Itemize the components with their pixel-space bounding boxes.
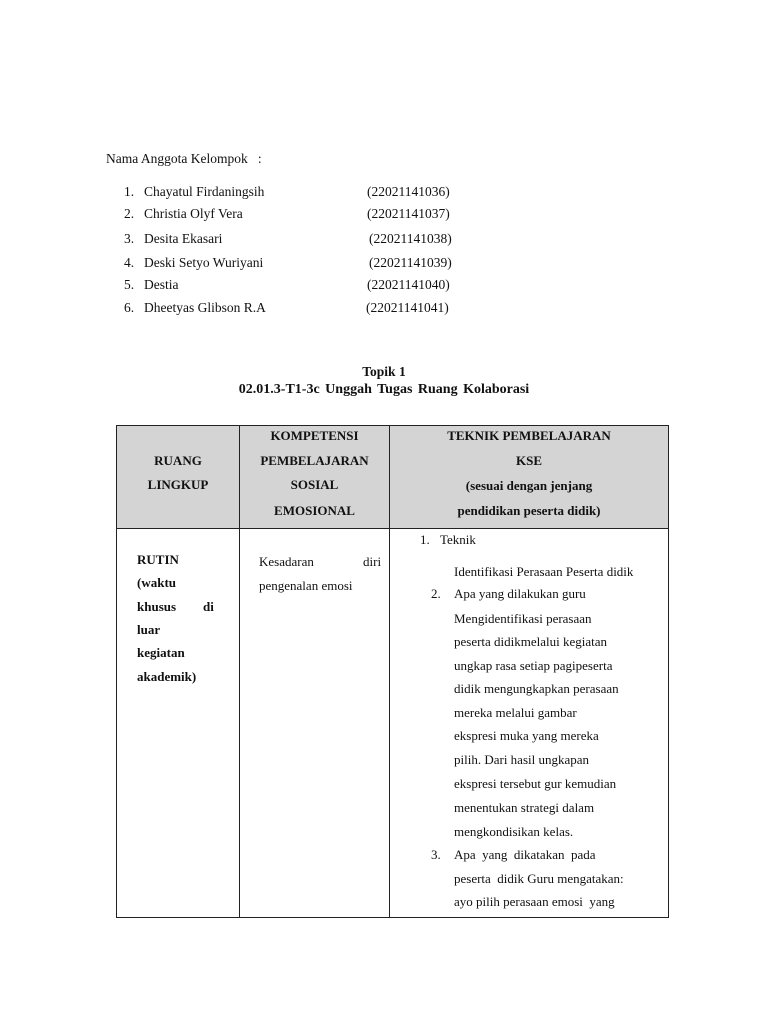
member-number: 1. — [124, 184, 135, 199]
member-item — [124, 254, 452, 272]
header-line: pendidikan peserta didik) — [457, 503, 601, 518]
cell-ruang-lingkup — [117, 528, 239, 918]
header-line: EMOSIONAL — [274, 503, 355, 518]
cell-line: ekspresi tersebut gur kemudian — [454, 776, 617, 791]
topic-title: Topik 1 — [362, 364, 406, 379]
member-number: 3. — [124, 231, 135, 246]
cell-line: Identifikasi Perasaan Peserta didik — [454, 564, 634, 579]
header-teknik — [390, 426, 668, 528]
header-ruang-lingkup — [117, 426, 239, 528]
header-line: KSE — [515, 453, 542, 468]
member-item — [124, 276, 450, 294]
header-line: RUANG — [154, 453, 202, 468]
list-number: 2. — [431, 586, 441, 601]
member-name: Deski Setyo Wuriyani — [144, 255, 264, 270]
member-item — [124, 183, 450, 201]
cell-line: (waktu — [137, 575, 177, 590]
cell-line: diri — [363, 554, 382, 569]
cell-line: Kesadaran — [259, 554, 314, 569]
member-number: 6. — [124, 300, 135, 315]
member-nim: (22021141039) — [369, 255, 452, 270]
member-nim: (22021141037) — [367, 206, 450, 221]
cell-line: kegiatan — [137, 645, 185, 660]
cell-teknik — [390, 528, 668, 918]
header-line: TEKNIK PEMBELAJARAN — [447, 428, 611, 443]
header-line: LINGKUP — [147, 477, 209, 492]
cell-line: RUTIN — [137, 552, 179, 567]
topic-code: 02.01.3-T1-3c Unggah Tugas Ruang Kolaborasi — [238, 382, 530, 397]
member-nim: (22021141041) — [366, 300, 449, 315]
cell-line: di — [203, 599, 214, 614]
cell-line: Mengidentifikasi perasaan — [454, 611, 592, 626]
cell-line: didik mengungkapkan perasaan — [454, 681, 619, 696]
member-item — [124, 299, 449, 317]
cell-line: mereka melalui gambar — [454, 705, 577, 720]
member-item — [124, 230, 452, 248]
member-name: Desita Ekasari — [144, 231, 223, 246]
cell-line: ayo pilih perasaan emosi yang — [454, 894, 615, 909]
header-line: (sesuai dengan jenjang — [465, 478, 593, 493]
member-nim: (22021141040) — [367, 277, 450, 292]
member-nim: (22021141038) — [369, 231, 452, 246]
members-heading: Nama Anggota Kelompok : — [106, 151, 262, 166]
list-number: 1. — [420, 532, 430, 547]
cell-line: akademik) — [137, 669, 197, 684]
member-name: Christia Olyf Vera — [144, 206, 243, 221]
cell-kompetensi — [240, 528, 389, 918]
cell-line: khusus — [137, 599, 177, 614]
header-line: KOMPETENSI — [270, 428, 359, 443]
cell-line: peserta didikmelalui kegiatan — [454, 634, 608, 649]
member-name: Dheetyas Glibson R.A — [144, 300, 266, 315]
kse-table — [116, 425, 669, 918]
list-number: 3. — [431, 847, 441, 862]
cell-line: ungkap rasa setiap pagipeserta — [454, 658, 613, 673]
cell-line: menentukan strategi dalam — [454, 800, 595, 815]
list-item-label: Apa yang dikatakan pada — [454, 847, 596, 862]
cell-line: luar — [137, 622, 161, 637]
header-line: PEMBELAJARAN — [260, 453, 369, 468]
list-item-label: Apa yang dilakukan guru — [454, 586, 586, 601]
cell-line: pengenalan emosi — [259, 578, 353, 593]
cell-line: ekspresi muka yang mereka — [454, 728, 599, 743]
cell-line: pilih. Dari hasil ungkapan — [454, 752, 590, 767]
member-nim: (22021141036) — [367, 184, 450, 199]
member-number: 5. — [124, 277, 135, 292]
member-name: Destia — [144, 277, 179, 292]
cell-line: mengkondisikan kelas. — [454, 824, 574, 839]
member-number: 4. — [124, 255, 135, 270]
header-kompetensi — [240, 426, 389, 528]
member-name: Chayatul Firdaningsih — [144, 184, 265, 199]
member-item — [124, 205, 450, 223]
list-item-label: Teknik — [440, 532, 476, 547]
member-number: 2. — [124, 206, 135, 221]
cell-line: peserta didik Guru mengatakan: — [454, 871, 624, 886]
header-line: SOSIAL — [290, 477, 339, 492]
